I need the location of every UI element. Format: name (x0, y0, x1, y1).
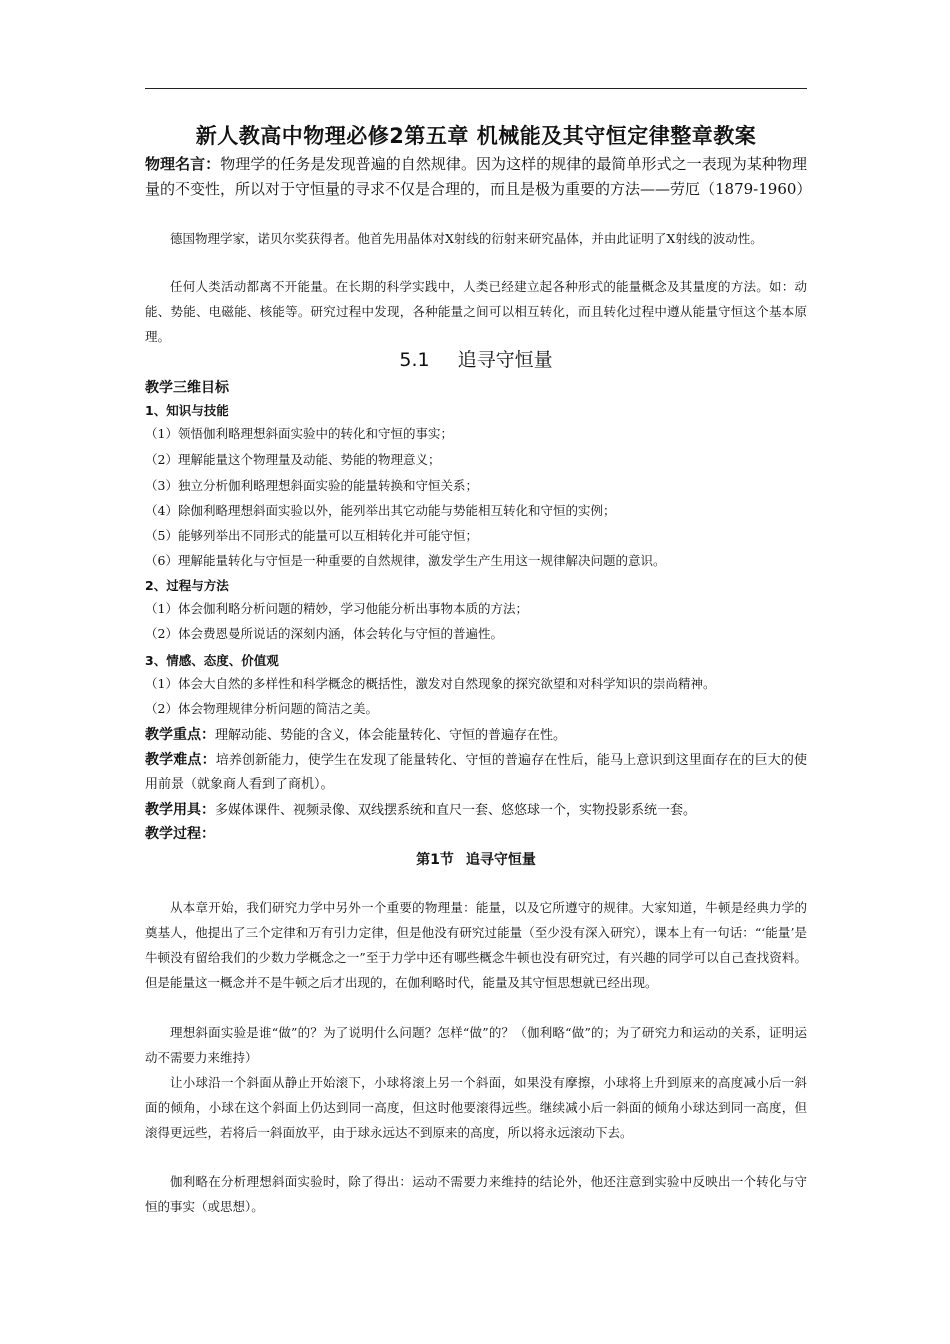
teaching-tools (145, 798, 807, 823)
knowledge-item: （1）领悟伽利略理想斜面实验中的转化和守恒的事实； (145, 426, 453, 441)
section-name: 追寻守恒量 (457, 349, 553, 371)
intro-paragraph-2: 任何人类活动都离不开能量。在长期的科学实践中，人类已经建立起各种形式的能量概念及其量度的方法。如：动能、势能、电磁能、核能等。研究过程中发现，各种能量之间可以相互转化，而且转化过程中遵从能量守恒这个基本原理。 (145, 279, 807, 344)
process-label: 教学过程： (145, 826, 215, 842)
knowledge-item: （6）理解能量转化与守恒是一种重要的自然规律，激发学生产生用这一规律解决问题的意识。 (145, 553, 666, 568)
section-number: 5.1 (399, 349, 430, 371)
process-item: （2）体会费恩曼所说话的深刻内涵，体会转化与守恒的普遍性。 (145, 626, 503, 641)
key-label: 教学重点： (145, 727, 215, 743)
teaching-difficulty (145, 748, 807, 797)
teaching-key-points (145, 723, 807, 748)
emotion-item: （2）体会物理规律分析问题的简洁之美。 (145, 701, 378, 716)
tools-text: 多媒体课件、视频录像、双线摆系统和直尺一套、悠悠球一个，实物投影系统一套。 (215, 803, 697, 818)
knowledge-item: （5）能够列举出不同形式的能量可以互相转化并可能守恒； (145, 528, 478, 543)
emotion-item: （1）体会大自然的多样性和科学概念的概括性，激发对自然现象的探究欲望和对科学知识的崇尚精神。 (145, 676, 716, 691)
famous-quote (145, 152, 812, 202)
process-heading: 2、过程与方法 (145, 578, 229, 593)
quote-text: 物理学的任务是发现普遍的自然规律。因为这样的规律的最简单形式之一表现为某种物理量的不变性，所以对于守恒量的寻求不仅是合理的，而且是极为重要的方法——劳厄（1879-1960） (145, 155, 812, 198)
teaching-process (145, 822, 807, 847)
tools-label: 教学用具： (145, 802, 215, 818)
lesson-paragraph-2: 理想斜面实验是谁“做”的？为了说明什么问题？怎样“做”的？（伽利略“做”的；为了研究力和运动的关系，证明运动不需要力来维持） (145, 1025, 807, 1065)
header-rule (145, 88, 807, 89)
lesson-paragraph-1: 从本章开始，我们研究力学中另外一个重要的物理量：能量，以及它所遵守的规律。大家知道，牛顿是经典力学的奠基人，他提出了三个定律和万有引力定律，但是他没有研究过能量（至少没有深入研究），课本上有一句话：“‘能量’是牛顿没有留给我们的少数力学概念之一”至于力学中还有哪些概念牛顿也没有研究过，有兴趣的同学可以自己查找资料。但是能量这一概念并不是牛顿之后才出现的，在伽利略时代，能量及其守恒思想就已经出现。 (145, 900, 807, 990)
document-title: 新人教高中物理必修2第五章 机械能及其守恒定律整章教案 (195, 124, 757, 148)
knowledge-item: （4）除伽利略理想斜面实验以外，能列举出其它动能与势能相互转化和守恒的实例； (145, 503, 616, 518)
goals-heading: 教学三维目标 (145, 380, 229, 396)
difficulty-label: 教学难点： (145, 752, 216, 768)
difficulty-text: 培养创新能力，使学生在发现了能量转化、守恒的普遍存在性后，能马上意识到这里面存在的巨大的使用前景（就象商人看到了商机）。 (145, 753, 807, 792)
lesson-part: 第1节 (416, 852, 454, 868)
knowledge-heading: 1、知识与技能 (145, 403, 229, 418)
lesson-name: 追寻守恒量 (465, 852, 536, 868)
knowledge-item: （3）独立分析伽利略理想斜面实验的能量转换和守恒关系； (145, 478, 478, 493)
quote-label: 物理名言： (145, 155, 221, 173)
emotion-heading: 3、情感、态度、价值观 (145, 653, 279, 668)
lesson-title (145, 849, 807, 869)
knowledge-item: （2）理解能量这个物理量及动能、势能的物理意义； (145, 452, 441, 467)
section-title (145, 345, 807, 372)
lesson-paragraph-4: 伽利略在分析理想斜面实验时，除了得出：运动不需要力来维持的结论外，他还注意到实验中反映出一个转化与守恒的事实（或思想）。 (145, 1174, 807, 1214)
process-item: （1）体会伽利略分析问题的精妙，学习他能分析出事物本质的方法； (145, 601, 528, 616)
key-text: 理解动能、势能的含义，体会能量转化、守恒的普遍存在性。 (215, 728, 567, 743)
lesson-paragraph-3: 让小球沿一个斜面从静止开始滚下，小球将滚上另一个斜面，如果没有摩擦，小球将上升到原来的高度减小后一斜面的倾角，小球在这个斜面上仍达到同一高度，但这时他要滚得远些。继续减小后一斜面的倾角小球达到同一高度，但滚得更远些，若将后一斜面放平，由于球永远达不到原来的高度，所以将永远滚动下去。 (145, 1075, 807, 1140)
intro-paragraph-1: 德国物理学家，诺贝尔奖获得者。他首先用晶体对X射线的衍射来研究晶体，并由此证明了X射线的波动性。 (170, 231, 763, 246)
